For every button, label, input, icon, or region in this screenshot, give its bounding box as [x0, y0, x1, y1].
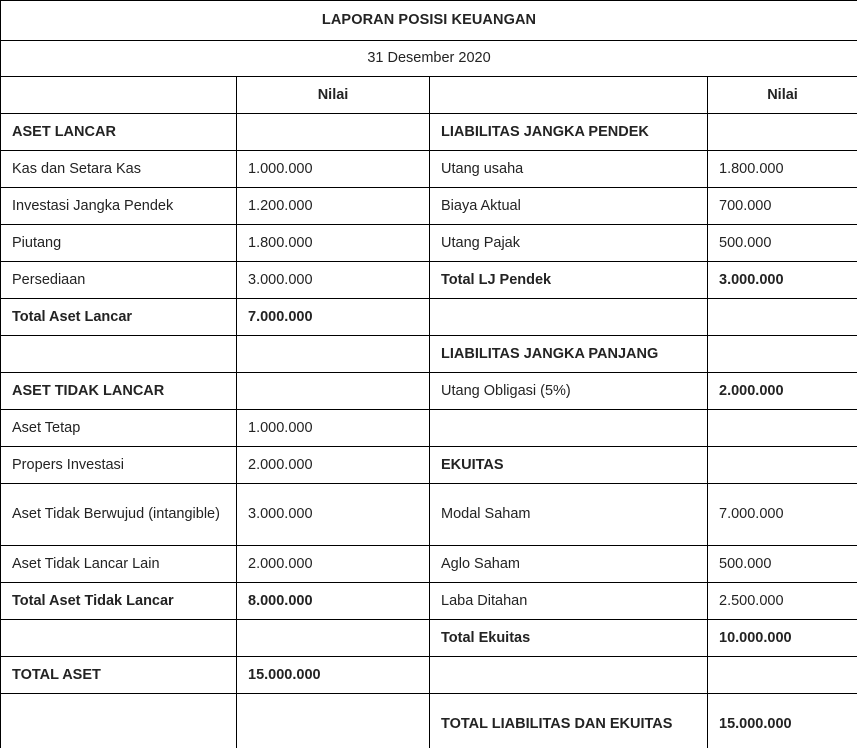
document-date: 31 Desember 2020 [1, 41, 857, 77]
value-aset-tetap: 1.000.000 [237, 410, 430, 447]
label-propers-investasi: Propers Investasi [1, 447, 237, 484]
value-total-lj-pendek: 3.000.000 [708, 262, 857, 299]
value-modal-saham: 7.000.000 [708, 484, 857, 546]
table-row [1, 657, 857, 694]
label-biaya-aktual: Biaya Aktual [430, 188, 708, 225]
table-row [1, 447, 857, 484]
value-piutang: 1.800.000 [237, 225, 430, 262]
value-cell [708, 114, 857, 151]
label-modal-saham: Modal Saham [430, 484, 708, 546]
section-header-aset-lancar: ASET LANCAR [1, 114, 237, 151]
section-header-aset-tidak-lancar: ASET TIDAK LANCAR [1, 373, 237, 410]
label-laba-ditahan: Laba Ditahan [430, 583, 708, 620]
table-row [1, 620, 857, 657]
label-cell [1, 694, 237, 748]
value-cell [237, 373, 430, 410]
value-biaya-aktual: 700.000 [708, 188, 857, 225]
value-utang-pajak: 500.000 [708, 225, 857, 262]
label-cell [430, 299, 708, 336]
label-total-aset-tidak-lancar: Total Aset Tidak Lancar [1, 583, 237, 620]
column-header-nilai-right: Nilai [708, 77, 857, 114]
value-cell [237, 694, 430, 748]
label-aset-tidak-lancar-lain: Aset Tidak Lancar Lain [1, 546, 237, 583]
table-row [1, 336, 857, 373]
value-utang-obligasi: 2.000.000 [708, 373, 857, 410]
title-row [1, 1, 857, 41]
label-persediaan: Persediaan [1, 262, 237, 299]
label-cell [430, 657, 708, 694]
label-total-ekuitas: Total Ekuitas [430, 620, 708, 657]
value-laba-ditahan: 2.500.000 [708, 583, 857, 620]
label-utang-usaha: Utang usaha [430, 151, 708, 188]
header-blank-right [430, 77, 708, 114]
value-cell [708, 410, 857, 447]
value-cell [708, 447, 857, 484]
label-total-aset-lancar: Total Aset Lancar [1, 299, 237, 336]
table-row [1, 299, 857, 336]
value-utang-usaha: 1.800.000 [708, 151, 857, 188]
value-total-aset: 15.000.000 [237, 657, 430, 694]
label-kas-dan-setara-kas: Kas dan Setara Kas [1, 151, 237, 188]
value-total-aset-tidak-lancar: 8.000.000 [237, 583, 430, 620]
table-row [1, 262, 857, 299]
table-row [1, 225, 857, 262]
value-total-aset-lancar: 7.000.000 [237, 299, 430, 336]
label-cell [430, 410, 708, 447]
value-persediaan: 3.000.000 [237, 262, 430, 299]
value-propers-investasi: 2.000.000 [237, 447, 430, 484]
table-row [1, 151, 857, 188]
label-aglo-saham: Aglo Saham [430, 546, 708, 583]
table-row [1, 188, 857, 225]
section-header-liabilitas-jangka-panjang: LIABILITAS JANGKA PANJANG [430, 336, 708, 373]
value-aglo-saham: 500.000 [708, 546, 857, 583]
table-row [1, 546, 857, 583]
value-total-ekuitas: 10.000.000 [708, 620, 857, 657]
section-header-ekuitas: EKUITAS [430, 447, 708, 484]
value-cell [237, 114, 430, 151]
value-total-liabilitas-dan-ekuitas: 15.000.000 [708, 694, 857, 748]
value-cell [237, 620, 430, 657]
table-row [1, 410, 857, 447]
table-row [1, 484, 857, 546]
value-investasi-jangka-pendek: 1.200.000 [237, 188, 430, 225]
value-cell [237, 336, 430, 373]
value-cell [708, 336, 857, 373]
table-row [1, 583, 857, 620]
table-row [1, 373, 857, 410]
table-row [1, 694, 857, 748]
header-blank-left [1, 77, 237, 114]
label-utang-obligasi: Utang Obligasi (5%) [430, 373, 708, 410]
value-aset-tidak-lancar-lain: 2.000.000 [237, 546, 430, 583]
date-row [1, 41, 857, 77]
section-header-liabilitas-jangka-pendek: LIABILITAS JANGKA PENDEK [430, 114, 708, 151]
label-total-lj-pendek: Total LJ Pendek [430, 262, 708, 299]
label-cell [1, 620, 237, 657]
label-cell [1, 336, 237, 373]
label-aset-tetap: Aset Tetap [1, 410, 237, 447]
label-total-liabilitas-dan-ekuitas: TOTAL LIABILITAS DAN EKUITAS [430, 694, 708, 748]
value-aset-tidak-berwujud: 3.000.000 [237, 484, 430, 546]
column-header-nilai-left: Nilai [237, 77, 430, 114]
label-utang-pajak: Utang Pajak [430, 225, 708, 262]
label-piutang: Piutang [1, 225, 237, 262]
table-row [1, 114, 857, 151]
value-cell [708, 299, 857, 336]
label-total-aset: TOTAL ASET [1, 657, 237, 694]
document-title: LAPORAN POSISI KEUANGAN [1, 1, 857, 41]
column-header-row [1, 77, 857, 114]
value-kas-dan-setara-kas: 1.000.000 [237, 151, 430, 188]
label-aset-tidak-berwujud: Aset Tidak Berwujud (intangible) [1, 484, 237, 546]
label-investasi-jangka-pendek: Investasi Jangka Pendek [1, 188, 237, 225]
value-cell [708, 657, 857, 694]
